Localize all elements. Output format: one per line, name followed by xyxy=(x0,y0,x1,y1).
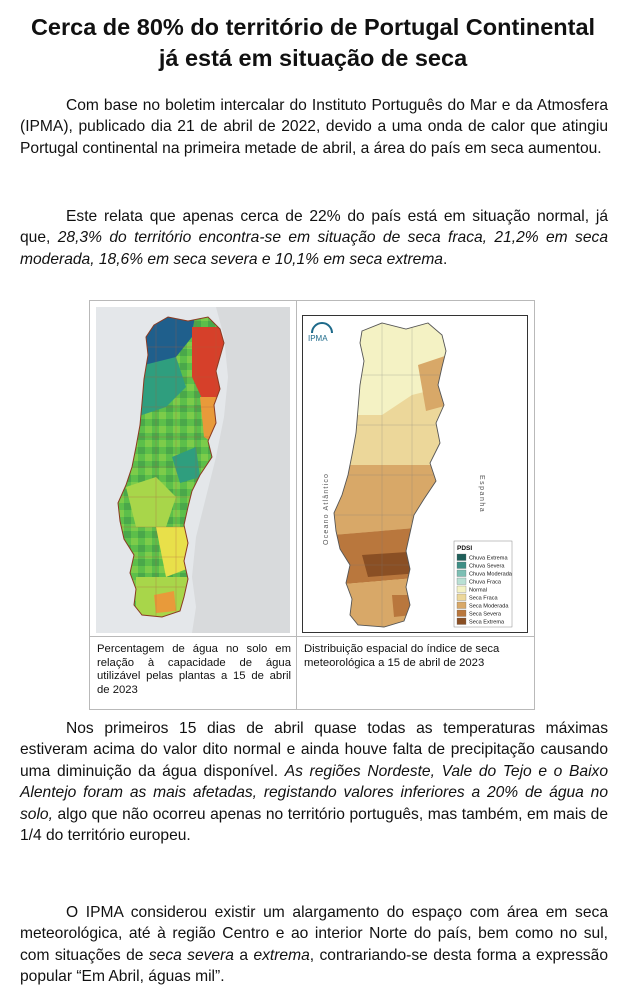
article-title xyxy=(10,12,616,74)
ocean-label: Oceano Atlântico xyxy=(323,472,330,545)
legend-swatch xyxy=(457,586,466,593)
legend-swatch xyxy=(457,594,466,601)
paragraph-4-end: , contrariando-se desta forma a expressão popular “Em Abril, águas mil”. xyxy=(20,946,609,986)
paragraph-3 xyxy=(20,718,608,846)
legend-title: PDSI xyxy=(457,545,473,552)
legend-label: Seca Fraca xyxy=(469,595,498,602)
paragraph-4-italic-2: extrema xyxy=(253,946,310,964)
left-map-caption: Percentagem de água no solo em relação à capacidade de água utilizável pelas plantas a 15 de abril de 2023 xyxy=(97,643,291,696)
legend-swatch xyxy=(457,570,466,577)
drought-index-map xyxy=(302,315,528,633)
paragraph-4 xyxy=(20,902,608,988)
legend-label: Seca Severa xyxy=(469,611,502,618)
paragraph-2 xyxy=(20,206,608,270)
soil-water-map xyxy=(96,307,290,633)
paragraph-4-text: O IPMA considerou existir um alargamento do espaço com área em seca meteorológica, até à região Centro e ao interior Norte do país, bem como no sul, com situações de xyxy=(20,904,608,964)
paragraph-1-text: Com base no boletim intercalar do Instituto Português do Mar e da Atmosfera (IPMA), publicado dia 21 de abril de 2022, devido a uma onda de calor que atingiu Portugal continental na primeira metade de abril, a área do país em seca aumentou. xyxy=(20,97,608,157)
right-map-caption: Distribuição espacial do índice de seca meteorológica a 15 de abril de 2023 xyxy=(304,643,500,669)
spain-label: Espanha xyxy=(478,475,485,514)
figure-divider-vertical xyxy=(296,301,297,709)
legend-label: Chuva Moderada xyxy=(469,571,512,578)
ipma-logo-text: IPMA xyxy=(308,334,328,343)
legend-swatch xyxy=(457,554,466,561)
title-line-1: Cerca de 80% do território de Portugal Continental xyxy=(30,14,596,40)
paragraph-3-end: algo que não ocorreu apenas no território português, mas também, em mais de 1/4 do território europeu. xyxy=(20,805,608,845)
paragraph-2-end: . xyxy=(442,250,448,268)
maps-figure xyxy=(89,300,535,710)
legend-swatch xyxy=(457,602,466,609)
title-line-2: já está em situação de seca xyxy=(158,45,468,71)
paragraph-2-text: Este relata que apenas cerca de 22% do país está em situação normal, já que, xyxy=(20,208,608,247)
legend-label: Seca Extrema xyxy=(469,619,505,626)
paragraph-4-mid: a xyxy=(233,946,254,964)
legend-label: Seca Moderada xyxy=(469,603,509,610)
legend-swatch xyxy=(457,578,466,585)
legend-label: Chuva Severa xyxy=(469,563,505,570)
legend-swatch xyxy=(457,610,466,617)
pdsi-legend xyxy=(454,541,513,627)
legend-swatch xyxy=(457,618,466,625)
paragraph-3-italic: As regiões Nordeste, Vale do Tejo e o Baixo Alentejo foram as mais afetadas, registando valores inferiores a 20% de água no solo, xyxy=(20,762,609,823)
legend-label: Normal xyxy=(469,587,488,594)
legend-label: Chuva Extrema xyxy=(469,555,508,562)
paragraph-2-italic: 28,3% do território encontra-se em situação de seca fraca, 21,2% em seca moderada, 18,6% em seca severa e 10,1% em seca extrema xyxy=(20,229,608,268)
figure-divider-horizontal xyxy=(90,636,534,637)
legend-label: Chuva Fraca xyxy=(469,579,502,586)
legend-swatch xyxy=(457,562,466,569)
paragraph-1 xyxy=(20,95,608,159)
paragraph-4-italic: seca severa xyxy=(148,946,234,964)
paragraph-3-text: Nos primeiros 15 dias de abril quase todas as temperaturas máximas estiveram acima do valor dito normal e ainda houve falta de precipitação causando uma diminuição da água disponível. xyxy=(20,720,608,780)
